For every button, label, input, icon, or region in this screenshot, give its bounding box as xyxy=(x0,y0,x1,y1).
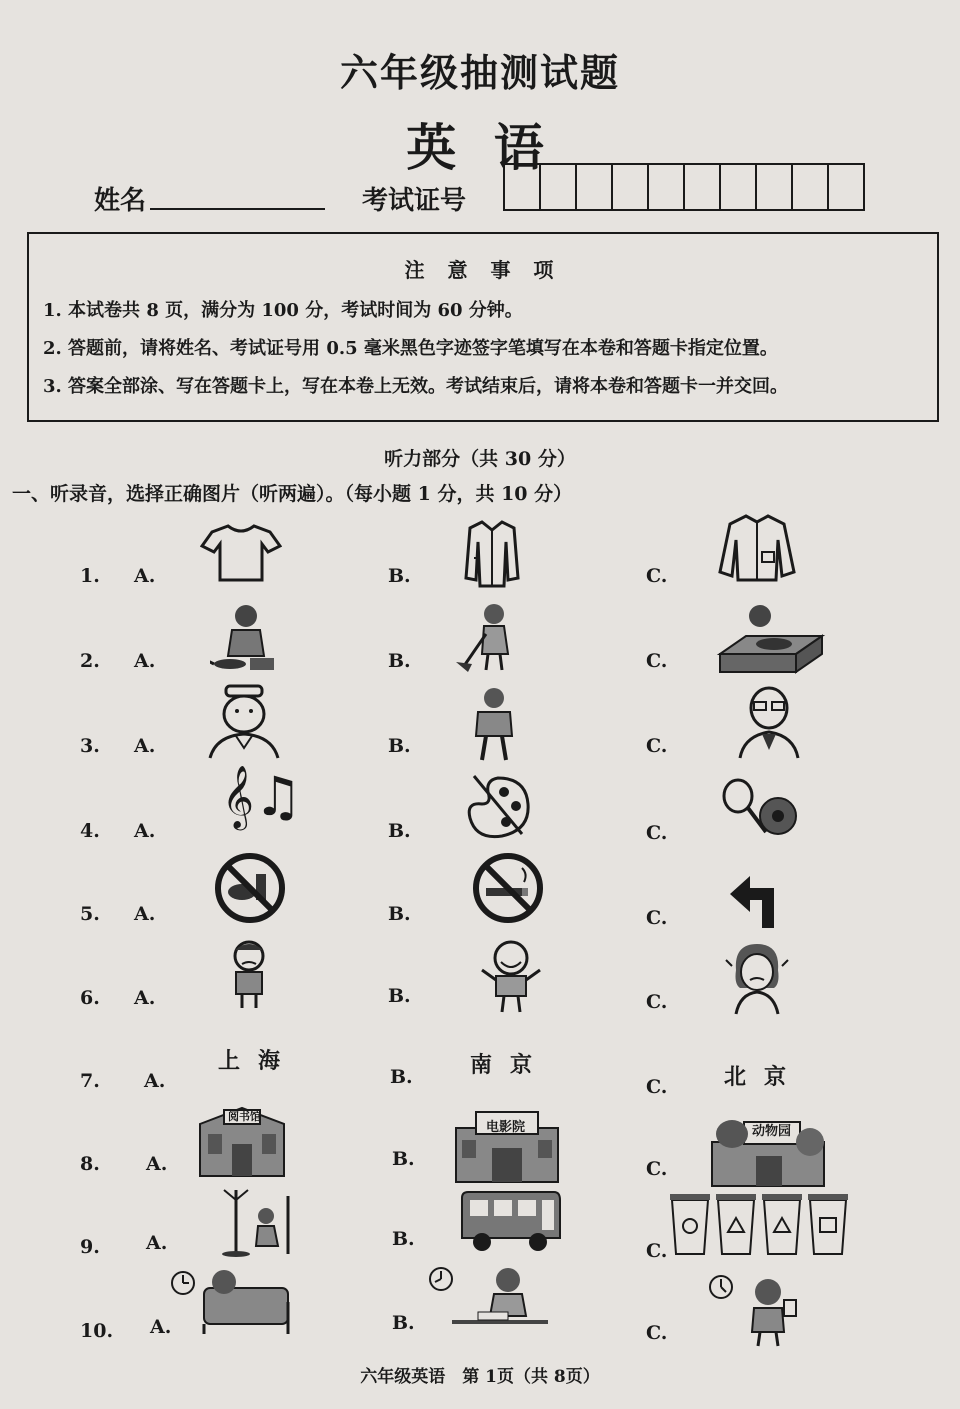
washing-icon xyxy=(716,600,826,678)
question-number: 10. xyxy=(80,1320,114,1342)
option-a[interactable]: A. xyxy=(144,1070,166,1092)
exam-id-boxes[interactable] xyxy=(503,163,865,211)
name-field[interactable] xyxy=(150,208,325,210)
clock-icon xyxy=(708,1274,734,1300)
happy-boy-icon xyxy=(478,940,544,1014)
recycle-bins-icon xyxy=(668,1192,854,1256)
option-c[interactable]: C. xyxy=(646,1076,668,1098)
option-c[interactable]: C. xyxy=(646,822,668,844)
exam-title: 六年级抽测试题 xyxy=(339,50,620,95)
no-food-icon xyxy=(214,852,286,924)
no-smoking-icon xyxy=(472,852,544,924)
question-number: 1. xyxy=(80,565,100,587)
sad-boy-icon xyxy=(224,940,274,1010)
doctor-icon xyxy=(736,684,802,760)
homework-icon xyxy=(448,1264,552,1336)
notice-item: 3. 答案全部涂、写在答题卡上，写在本卷上无效。考试结束后，请将本卷和答题卡一并交回。 xyxy=(43,376,789,397)
option-b[interactable]: B. xyxy=(392,1228,415,1250)
cooking-icon xyxy=(210,600,282,674)
page-footer: 六年级英语 第 1页（共 8页） xyxy=(360,1367,600,1387)
option-b[interactable]: B. xyxy=(392,1312,415,1334)
cook-icon xyxy=(204,684,284,760)
notice-title: 注 意 事 项 xyxy=(404,258,562,282)
question-number: 6. xyxy=(80,987,100,1009)
bus-icon xyxy=(458,1188,564,1254)
question-number: 5. xyxy=(80,903,100,925)
option-b[interactable]: B. xyxy=(388,735,411,757)
option-a[interactable]: A. xyxy=(134,735,156,757)
question-number: 7. xyxy=(80,1070,100,1092)
zoo-sign: 动物园 xyxy=(752,1124,792,1139)
option-a[interactable]: A. xyxy=(134,820,156,842)
option-c[interactable]: C. xyxy=(646,650,668,672)
library-sign: 阅书馆 xyxy=(228,1110,261,1123)
question-number: 4. xyxy=(80,820,100,842)
name-label: 姓名 xyxy=(94,186,147,216)
shirt-icon xyxy=(462,518,522,590)
question-number: 3. xyxy=(80,735,100,757)
sweeping-icon xyxy=(454,600,524,674)
option-a[interactable]: A. xyxy=(134,565,156,587)
tree-planting-icon xyxy=(206,1186,300,1258)
notice-box xyxy=(27,232,939,422)
question-number: 2. xyxy=(80,650,100,672)
option-b[interactable]: B. xyxy=(388,820,411,842)
question-instruction: 一、听录音，选择正确图片（听两遍）。（每小题 1 分，共 10 分） xyxy=(12,483,573,505)
city-nanjing: 南京 xyxy=(470,1052,551,1078)
option-c[interactable]: C. xyxy=(646,565,668,587)
option-b[interactable]: B. xyxy=(388,650,411,672)
notice-item: 2. 答题前，请将姓名、考试证号用 0.5 毫米黑色字迹签字笔填写在本卷和答题卡指定位置。 xyxy=(43,338,778,359)
option-c[interactable]: C. xyxy=(646,991,668,1013)
t-shirt-icon xyxy=(200,522,282,584)
cinema-sign: 电影院 xyxy=(486,1120,526,1135)
option-c[interactable]: C. xyxy=(646,1322,668,1344)
option-b[interactable]: B. xyxy=(390,1066,413,1088)
option-b[interactable]: B. xyxy=(392,1148,415,1170)
crying-girl-icon xyxy=(722,940,792,1016)
option-a[interactable]: A. xyxy=(134,987,156,1009)
option-c[interactable]: C. xyxy=(646,735,668,757)
art-palette-icon xyxy=(464,774,534,840)
option-b[interactable]: B. xyxy=(388,565,411,587)
option-c[interactable]: C. xyxy=(646,1158,668,1180)
option-a[interactable]: A. xyxy=(150,1316,172,1338)
option-a[interactable]: A. xyxy=(146,1232,168,1254)
brushing-teeth-icon xyxy=(744,1276,800,1348)
option-a[interactable]: A. xyxy=(146,1153,168,1175)
turn-left-icon xyxy=(728,862,796,930)
option-c[interactable]: C. xyxy=(646,1240,668,1262)
sleeping-icon xyxy=(200,1262,292,1334)
subject-title: 英 语 xyxy=(406,118,554,177)
city-shanghai: 上海 xyxy=(218,1048,299,1074)
question-number: 9. xyxy=(80,1236,100,1258)
football-player-icon xyxy=(466,686,522,762)
notice-item: 1. 本试卷共 8 页，满分为 100 分，考试时间为 60 分钟。 xyxy=(43,300,523,321)
city-beijing: 北京 xyxy=(724,1064,805,1090)
option-b[interactable]: B. xyxy=(388,985,411,1007)
option-c[interactable]: C. xyxy=(646,907,668,929)
question-number: 8. xyxy=(80,1153,100,1175)
listening-section-title: 听力部分（共 30 分） xyxy=(384,448,576,470)
option-b[interactable]: B. xyxy=(388,903,411,925)
exam-id-label: 考试证号 xyxy=(362,186,467,216)
clock-icon xyxy=(170,1270,196,1296)
sports-balls-icon xyxy=(712,778,800,840)
jacket-icon xyxy=(716,512,798,584)
option-a[interactable]: A. xyxy=(134,903,156,925)
music-icon: 𝄞♫ xyxy=(222,765,303,828)
option-a[interactable]: A. xyxy=(134,650,156,672)
